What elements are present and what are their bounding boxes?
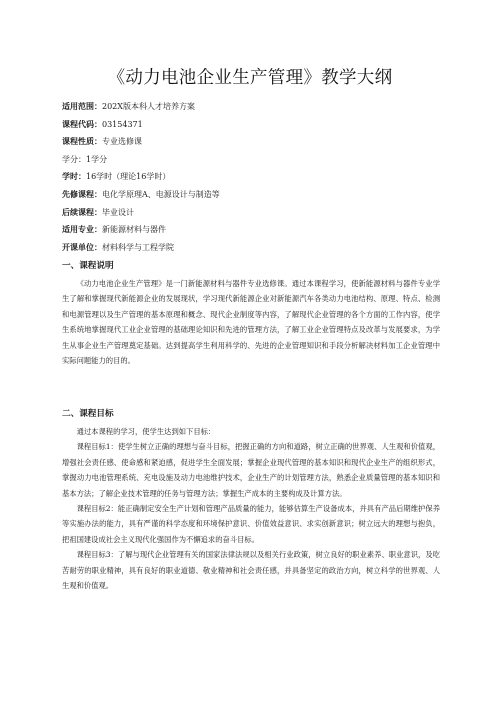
- meta-hours: [62, 168, 442, 186]
- meta-label: 后续课程：: [62, 206, 102, 217]
- meta-label: 学分：: [62, 154, 86, 164]
- meta-label: 课程代码：: [62, 118, 102, 129]
- paragraph: 课程目标2：能正确制定安全生产计划和管理产品质量的能力，能够估算生产设备成本，并具有产品后期维护保养等实施办法的能力，具有严谨的科学态度和环境保护意识、价值效益意识、求实创新意识；树立远大的理想与抱负，把祖国建设成社会主义现代化强国作为不懈追求的奋斗目标。: [62, 504, 440, 544]
- paragraph: 通过本课程的学习，使学生达到如下目标：: [76, 427, 216, 436]
- meta-value: 03154371: [102, 119, 143, 129]
- meta-department: [62, 239, 442, 257]
- section-heading: 一、课程说明: [62, 261, 114, 271]
- section-heading: 二、课程目标: [62, 409, 114, 419]
- meta-value: 电化学原理A、电源设计与制造等: [102, 189, 220, 199]
- meta-prerequisites: [62, 186, 442, 204]
- meta-label: 适用专业：: [62, 224, 102, 235]
- meta-value: 16学时（理论16学时）: [86, 172, 171, 182]
- meta-course-type: [62, 133, 442, 151]
- meta-label: 先修课程：: [62, 188, 102, 199]
- meta-value: 新能源材料与器件: [102, 225, 166, 235]
- meta-credits: [62, 151, 442, 169]
- paragraph: 课程目标1：使学生树立正确的理想与奋斗目标，把握正确的方向和道路，树立正确的世界观、人生观和价值观，增强社会责任感、使命感和紧迫感，促进学生全面发展；掌握企业现代管理的基本知识和现代企业生产的组织形式，掌握动力电池管理系统、充电设施及动力电池维护技术，企业生产的计划管理方法，熟悉企业质量管理的基本知识和基本方法；了解企业技术管理的任务与管理方法；掌握生产成本的主要构成及计算方法。: [62, 442, 440, 498]
- section-course-description: [62, 259, 440, 368]
- course-meta: [62, 98, 442, 256]
- paragraph: 《动力电池企业生产管理》是一门新能源材料与器件专业选修课。通过本课程学习，使新能源材料与器件专业学生了解和掌握现代新能源企业的发展现状，学习现代新能源企业对新能源汽车各类动力电池结构、原理、特点、检测和电源管理以及生产管理的基本原理和概念、现代企业制度等内容，了解现代企业管理的各个方面的工作内容，使学生系统地掌握现代工业企业管理的基础理论知识和先进的管理方法，了解工业企业管理特点及改革与发展要求，为学生从事企业生产管理奠定基础。达到提高学生利用科学的、先进的企业管理知识和手段分析解决材料加工企业管理中实际问题能力的目的。: [62, 279, 440, 366]
- meta-scope: [62, 98, 442, 116]
- meta-value: 材料科学与工程学院: [102, 242, 174, 252]
- meta-value: 毕业设计: [102, 207, 134, 217]
- document-title: 《动力电池企业生产管理》教学大纲: [107, 68, 393, 88]
- meta-label: 适用范围：: [62, 101, 102, 111]
- meta-value: 202X版本科人才培养方案: [102, 102, 195, 111]
- meta-followup: [62, 204, 442, 222]
- meta-value: 专业选修课: [102, 137, 142, 147]
- meta-course-code: [62, 116, 442, 134]
- meta-label: 开课单位：: [62, 241, 102, 252]
- meta-label: 课程性质：: [62, 136, 102, 147]
- paragraph: 课程目标3：了解与现代企业管理有关的国家法律法规以及相关行业政策，树立良好的职业素养、职业意识，及吃苦耐劳的职业精神，具有良好的职业道德、敬业精神和社会责任感，并具备坚定的政治方向，树立科学的世界观、人生观和价值观。: [62, 550, 440, 591]
- meta-major: [62, 221, 442, 239]
- meta-value: 1学分: [86, 154, 108, 164]
- section-course-objectives: [62, 407, 440, 593]
- meta-label: 学时：: [62, 171, 86, 182]
